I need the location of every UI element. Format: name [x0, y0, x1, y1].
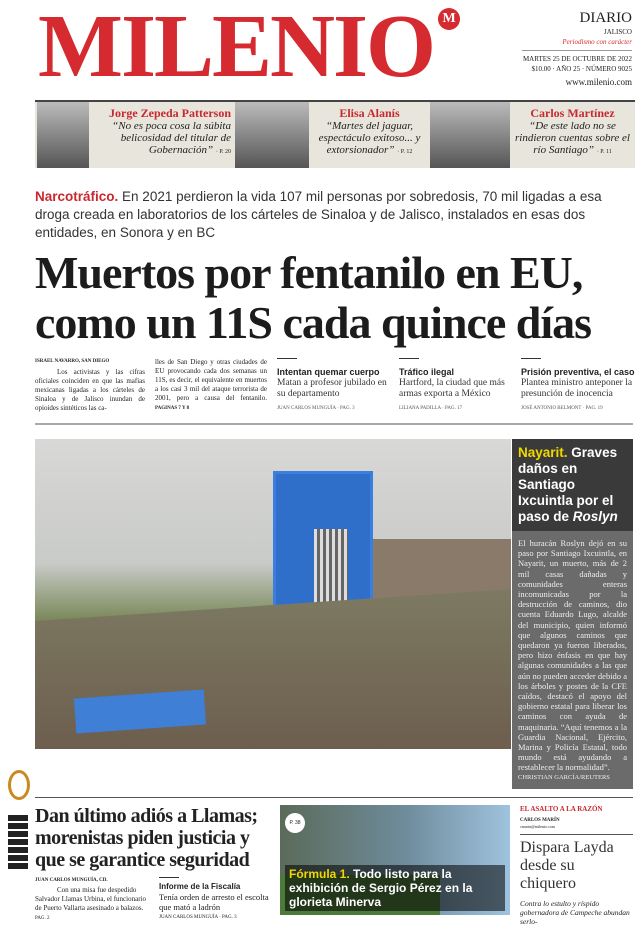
columnist-photo: [235, 102, 309, 168]
issue: $10.00 · AÑO 25 · NÚMERO 9025: [531, 65, 632, 73]
column-title: Dispara Layda desde su chiquero: [520, 838, 614, 892]
logo-group: [38, 0, 460, 96]
side-logos: [4, 720, 30, 870]
nayarit-headline-text: Graves daños en Santiago Ixcuintla por el paso de: [518, 445, 618, 524]
column-text: Contra lo estulto y ríspido gobernadora de Campeche abundan serlo-: [520, 898, 630, 926]
brief-text: Matan a profesor jubilado en su departamento: [277, 378, 387, 399]
columnists-band: [35, 100, 635, 168]
edition: DIARIO: [579, 10, 632, 26]
bottom-section: [35, 805, 633, 926]
divider: [35, 797, 633, 798]
lead-story: [35, 188, 635, 413]
lead-body-col2: [155, 358, 267, 413]
columnist-photo: [37, 102, 89, 168]
columnist-name: Carlos Martínez: [530, 106, 615, 120]
f1-caption: [285, 865, 505, 911]
page-ref: · P. 11: [596, 149, 612, 155]
nayarit-kicker: Nayarit.: [518, 445, 568, 460]
lead-body-col1: [35, 358, 145, 413]
date: MARTES 25 DE OCTUBRE DE 2022: [522, 50, 632, 64]
columnist[interactable]: [235, 102, 430, 168]
brief-title: Intentan quemar cuerpo: [277, 367, 380, 377]
fiscalia-brief[interactable]: [159, 877, 273, 921]
website: www.milenio.com: [565, 77, 632, 87]
brief-text: Plantea ministro anteponer la presunción de inocencia: [521, 378, 633, 399]
brief-title: Prisión preventiva, el caso: [521, 367, 635, 377]
masthead-info: [522, 10, 632, 87]
llamas-story: [35, 805, 273, 923]
brief-author: JUAN CARLOS MUNGUÍA · PAG. 3: [277, 406, 355, 411]
page-ref: · P. 12: [397, 149, 413, 155]
nayarit-headline[interactable]: [512, 439, 633, 531]
brief-text: Hartford, la ciudad que más armas exporta a México: [399, 378, 505, 399]
columnist[interactable]: [35, 102, 235, 168]
f1-text: Todo listo para la exhibición de Sergio Pérez en la glorieta Minerva: [289, 866, 473, 909]
f1-kicker: Fórmula 1.: [289, 866, 350, 881]
photo-credit: CHRISTIAN GARCÍA/REUTERS: [518, 773, 610, 781]
page-badge: P. 38: [285, 813, 305, 833]
llamas-body: [35, 877, 149, 923]
storm-name: Roslyn: [572, 509, 618, 524]
lead-headline[interactable]: [35, 248, 635, 348]
columnist-photo: [430, 102, 510, 168]
brief-author: LILIANA PADILLA · PAG. 17: [399, 406, 463, 411]
photo-row: [35, 439, 633, 789]
barcode: [8, 815, 28, 870]
brief-text: Tenía orden de arresto el escolta que mató a ladrón: [159, 891, 269, 912]
columnist-name: Elisa Alanís: [339, 106, 400, 120]
masthead: [0, 0, 640, 100]
brief-title: Tráfico ilegal: [399, 367, 455, 377]
byline: JUAN CARLOS MUNGUÍA, CD.: [35, 877, 108, 883]
page-ref: · P. 20: [215, 149, 231, 155]
headline-line: como un 11S cada quince días: [35, 297, 592, 348]
brief-author: JUAN CARLOS MUNGUÍA · PAG. 3: [159, 914, 237, 920]
brief[interactable]: [521, 358, 635, 412]
briefs-row: [35, 358, 635, 413]
blue-wall: [273, 471, 373, 611]
headline-line: Muertos por fentanilo en EU,: [35, 247, 583, 298]
lead-deck-text: En 2021 perdieron la vida 107 mil personas por sobredosis, 70 mil ligadas a esa droga creada en laboratorios de los cárteles de Sinaloa y de Jalisco, instalados en esas dos entidades, en Sonora y en BC: [35, 189, 602, 240]
body-text: Con una misa fue despedido Salvador Llamas Urbina, el funcionario de Puerto Vallarta asesinado a balazos.: [35, 885, 146, 912]
column-author: CARLOS MARÍN: [520, 817, 560, 823]
logo: MILENIO: [38, 0, 435, 96]
brief[interactable]: [277, 358, 389, 412]
opinion-column[interactable]: [520, 805, 633, 926]
columnist-quote: “Martes del jaguar, espectáculo exitoso... y extorsionador”: [318, 120, 421, 156]
lead-deck: [35, 188, 635, 242]
brief[interactable]: [399, 358, 511, 412]
lead-kicker: Narcotráfico.: [35, 189, 119, 204]
columnist-name: Jorge Zepeda Patterson: [109, 106, 231, 120]
logo-mark: M: [438, 8, 460, 30]
body-text: Los activistas y las cifras oficiales coinciden en que las mafias mexicanas ligadas a los cárteles de Sinaloa y de Jalisco inundan de opioides sintéticos las ca-: [35, 368, 145, 412]
columnist-quote: “De este lado no se rindieron cuentas sobre el río Santiago”: [515, 120, 630, 156]
column-email: cmarin@milenio.com: [520, 824, 633, 835]
columnist[interactable]: [430, 102, 635, 168]
page-ref: PAGINAS 7 Y 8: [155, 406, 190, 411]
divider: [35, 423, 633, 425]
region: JALISCO: [603, 28, 632, 36]
brief-author: JOSÉ ANTONIO BELMONT · PAG. 19: [521, 406, 603, 411]
nayarit-body: [512, 531, 633, 789]
body-text: El huracán Roslyn dejó en su paso por Santiago Ixcuintla, en Nayarit, un muerto, más de 2 mil casas dañadas y comunidades enteras incomunicadas por la destrucción de caminos, dio cuenta Eduardo Lugo, alcalde del municipio, quien informó que algunos caminos que quedaron ya fueron liberados, pero hizo énfasis en que hay algunas comunidades a las que aún no pueden acceder debido a los árboles y postes de la CFE caídos, destacó el apoyo del gobierno estatal para liberar los caminos con ayuda de maquinaria. “Aquí tenemos a la Guardia Nacional, Ejército, Marina y Policía Estatal, todo mundo está ayudando a restablecer la normalidad”.: [518, 538, 627, 773]
llamas-headline[interactable]: Dan último adiós a Llamas; morenistas piden justicia y que se garantice seguridad: [35, 804, 258, 871]
column-section: EL ASALTO A LA RAZÓN: [520, 804, 603, 813]
byline: ISRAEL NAVARRO, SAN DIEGO: [35, 359, 110, 364]
hurricane-photo: [35, 439, 511, 749]
nayarit-sidebar: [512, 439, 633, 789]
columnist-quote: “No es poca cosa la súbita belicosidad del titular de Gobernación”: [112, 120, 231, 156]
f1-photo[interactable]: [280, 805, 510, 915]
tagline: Periodismo con carácter: [562, 38, 632, 46]
body-text: lles de San Diego y otras ciudades de EU provocando cada dos semanas un 11S, es decir, el equivalente en muertos a los casi 3 mil del ataque terrorista de 2001, pero a causa del fentanilo.: [155, 358, 267, 402]
page-ref: PAG. 2: [35, 915, 50, 921]
brief-title: Informe de la Fiscalía: [159, 881, 241, 891]
